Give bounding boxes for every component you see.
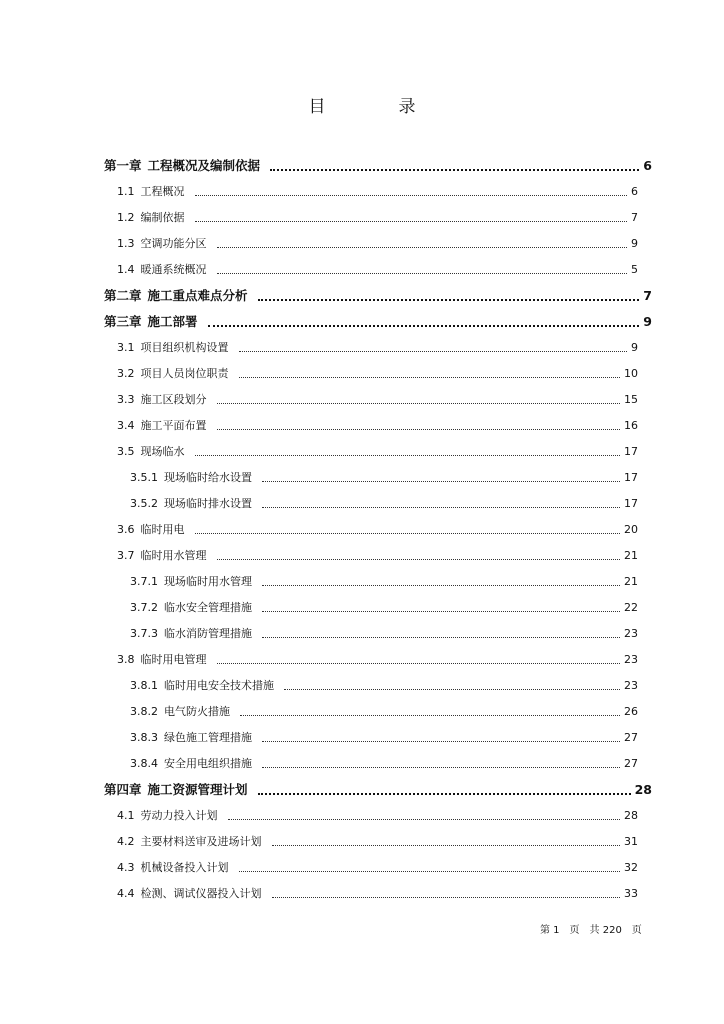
toc-entry-number: 3.3: [117, 392, 135, 406]
toc-entry-page-number: 27: [624, 756, 638, 770]
toc-dot-leader: [272, 844, 621, 846]
toc-entry-title: 项目人员岗位职责: [140, 367, 229, 380]
toc-dot-leader: [272, 896, 621, 898]
toc-entry-title: 机械设备投入计划: [140, 861, 229, 874]
toc-dot-leader: [270, 168, 639, 171]
toc-entry[interactable]: [130, 672, 638, 698]
toc-dot-leader: [262, 506, 620, 508]
toc-entry-page-number: 21: [624, 548, 638, 562]
toc-entry[interactable]: [117, 204, 638, 230]
toc-entry-number: 4.1: [117, 808, 135, 822]
toc-dot-leader: [239, 350, 628, 352]
toc-entry[interactable]: [117, 828, 638, 854]
toc-entry-number: 第一章: [104, 158, 142, 173]
toc-entry-title: 临时用电: [140, 523, 185, 536]
toc-entry-title: 检测、调试仪器投入计划: [140, 887, 262, 900]
toc-entry-page-number: 23: [624, 678, 638, 692]
toc-entry-title: 施工资源管理计划: [147, 782, 248, 797]
toc-dot-leader: [208, 324, 640, 327]
toc-dot-leader: [258, 792, 631, 795]
toc-entry[interactable]: [130, 750, 638, 776]
toc-entry-page-number: 17: [624, 496, 638, 510]
toc-dot-leader: [195, 454, 621, 456]
toc-entry-number: 4.3: [117, 860, 135, 874]
toc-entry-title: 绿色施工管理措施: [164, 731, 252, 744]
toc-entry-page-number: 27: [624, 730, 638, 744]
toc-dot-leader: [217, 272, 628, 274]
toc-entry[interactable]: [130, 620, 638, 646]
toc-entry[interactable]: [130, 594, 638, 620]
toc-entry[interactable]: [117, 360, 638, 386]
toc-entry-title: 劳动力投入计划: [140, 809, 218, 822]
toc-entry-title: 工程概况: [140, 185, 185, 198]
toc-entry-title: 临水安全管理措施: [164, 601, 252, 614]
toc-entry-page-number: 9: [631, 340, 638, 354]
toc-entry-page-number: 22: [624, 600, 638, 614]
toc-entry-page-number: 9: [643, 313, 652, 329]
toc-entry-title: 项目组织机构设置: [140, 341, 229, 354]
toc-entry-title: 现场临水: [140, 445, 185, 458]
toc-dot-leader: [195, 220, 628, 222]
toc-entry-number: 1.4: [117, 262, 135, 276]
toc-entry-page-number: 23: [624, 652, 638, 666]
toc-entry-page-number: 7: [643, 287, 652, 303]
toc-entry[interactable]: [117, 542, 638, 568]
toc-entry-number: 3.7.2: [130, 600, 158, 614]
toc-entry-number: 3.8.4: [130, 756, 158, 770]
toc-entry-title: 主要材料送审及进场计划: [140, 835, 262, 848]
toc-entry[interactable]: [130, 724, 638, 750]
toc-entry-number: 1.3: [117, 236, 135, 250]
toc-entry[interactable]: [130, 464, 638, 490]
toc-entry[interactable]: [104, 152, 652, 178]
toc-entry-title: 空调功能分区: [140, 237, 207, 250]
toc-dot-leader: [195, 194, 628, 196]
toc-entry-page-number: 6: [631, 184, 638, 198]
toc-entry-title: 现场临时排水设置: [164, 497, 252, 510]
toc-entry-page-number: 9: [631, 236, 638, 250]
toc-entry-title: 临水消防管理措施: [164, 627, 252, 640]
toc-entry[interactable]: [130, 568, 638, 594]
toc-entry-page-number: 32: [624, 860, 638, 874]
toc-entry-number: 3.8.1: [130, 678, 158, 692]
toc-entry[interactable]: [117, 438, 638, 464]
toc-entry[interactable]: [117, 386, 638, 412]
toc-entry-title: 施工重点难点分析: [147, 288, 248, 303]
toc-entry[interactable]: [104, 776, 652, 802]
toc-dot-leader: [228, 818, 621, 820]
toc-entry-number: 3.7: [117, 548, 135, 562]
toc-entry-number: 3.8.3: [130, 730, 158, 744]
toc-entry-page-number: 23: [624, 626, 638, 640]
toc-entry[interactable]: [117, 230, 638, 256]
toc-entry-page-number: 7: [631, 210, 638, 224]
toc-entry-number: 3.7.3: [130, 626, 158, 640]
toc-dot-leader: [217, 558, 621, 560]
toc-entry[interactable]: [130, 490, 638, 516]
toc-dot-leader: [258, 298, 640, 301]
toc-dot-leader: [262, 584, 620, 586]
toc-entry-title: 现场临时用水管理: [164, 575, 252, 588]
toc-dot-leader: [239, 870, 621, 872]
toc-entry-title: 编制依据: [140, 211, 185, 224]
toc-entry[interactable]: [117, 256, 638, 282]
toc-entry[interactable]: [117, 334, 638, 360]
toc-entry-page-number: 20: [624, 522, 638, 536]
toc-entry-number: 3.4: [117, 418, 135, 432]
toc-entry-number: 第四章: [104, 782, 142, 797]
toc-entry-page-number: 28: [624, 808, 638, 822]
toc-entry-title: 临时用水管理: [140, 549, 207, 562]
toc-entry-number: 1.2: [117, 210, 135, 224]
toc-entry[interactable]: [117, 178, 638, 204]
toc-entry-page-number: 28: [634, 781, 652, 797]
toc-entry-page-number: 31: [624, 834, 638, 848]
toc-entry-number: 3.5.2: [130, 496, 158, 510]
toc-entry-page-number: 5: [631, 262, 638, 276]
toc-dot-leader: [262, 480, 620, 482]
toc-entry-page-number: 17: [624, 444, 638, 458]
toc-entry-title: 电气防火措施: [164, 705, 230, 718]
toc-dot-leader: [217, 402, 621, 404]
toc-entry-number: 3.8.2: [130, 704, 158, 718]
toc-entry[interactable]: [117, 880, 638, 906]
toc-dot-leader: [217, 246, 628, 248]
toc-entry[interactable]: [104, 282, 652, 308]
toc-entry[interactable]: [117, 802, 638, 828]
toc-entry[interactable]: [117, 646, 638, 672]
toc-entry[interactable]: [117, 412, 638, 438]
toc-entry-page-number: 33: [624, 886, 638, 900]
toc-entry[interactable]: [104, 308, 652, 334]
toc-entry-title: 施工平面布置: [140, 419, 207, 432]
toc-entry-title: 工程概况及编制依据: [147, 158, 261, 173]
toc-dot-leader: [240, 714, 620, 716]
toc-entry-number: 3.1: [117, 340, 135, 354]
toc-entry-title: 施工部署: [147, 314, 198, 329]
toc-entry[interactable]: [117, 516, 638, 542]
toc-entry-number: 第三章: [104, 314, 142, 329]
toc-entry-page-number: 15: [624, 392, 638, 406]
toc-dot-leader: [217, 662, 621, 664]
toc-entry-number: 第二章: [104, 288, 142, 303]
toc-dot-leader: [195, 532, 621, 534]
toc-entry-number: 3.8: [117, 652, 135, 666]
toc-dot-leader: [262, 766, 620, 768]
toc-entry-page-number: 16: [624, 418, 638, 432]
toc-entry-title: 现场临时给水设置: [164, 471, 252, 484]
toc-dot-leader: [217, 428, 621, 430]
toc-entry-number: 3.5: [117, 444, 135, 458]
toc-dot-leader: [262, 740, 620, 742]
toc-entry-page-number: 10: [624, 366, 638, 380]
toc-dot-leader: [262, 610, 620, 612]
toc-entry-number: 3.2: [117, 366, 135, 380]
page-title: 目 录: [308, 97, 444, 117]
toc-entry-title: 临时用电安全技术措施: [164, 679, 274, 692]
toc-entry-title: 临时用电管理: [140, 653, 207, 666]
page-footer: 第 1 页 共 220 页: [540, 925, 642, 936]
toc-entry-number: 3.5.1: [130, 470, 158, 484]
toc-entry[interactable]: [117, 854, 638, 880]
toc-entry-page-number: 6: [643, 157, 652, 173]
toc-entry-number: 3.6: [117, 522, 135, 536]
toc-entry-number: 3.7.1: [130, 574, 158, 588]
toc-dot-leader: [284, 688, 620, 690]
toc-entry-title: 暖通系统概况: [140, 263, 207, 276]
toc-dot-leader: [239, 376, 621, 378]
toc-entry-page-number: 26: [624, 704, 638, 718]
toc-entry-title: 安全用电组织措施: [164, 757, 252, 770]
toc-entry-title: 施工区段划分: [140, 393, 207, 406]
toc-entry-page-number: 17: [624, 470, 638, 484]
toc-dot-leader: [262, 636, 620, 638]
toc-entry-number: 1.1: [117, 184, 135, 198]
toc-entry-number: 4.2: [117, 834, 135, 848]
toc-entry[interactable]: [130, 698, 638, 724]
toc-entry-number: 4.4: [117, 886, 135, 900]
toc-entry-page-number: 21: [624, 574, 638, 588]
